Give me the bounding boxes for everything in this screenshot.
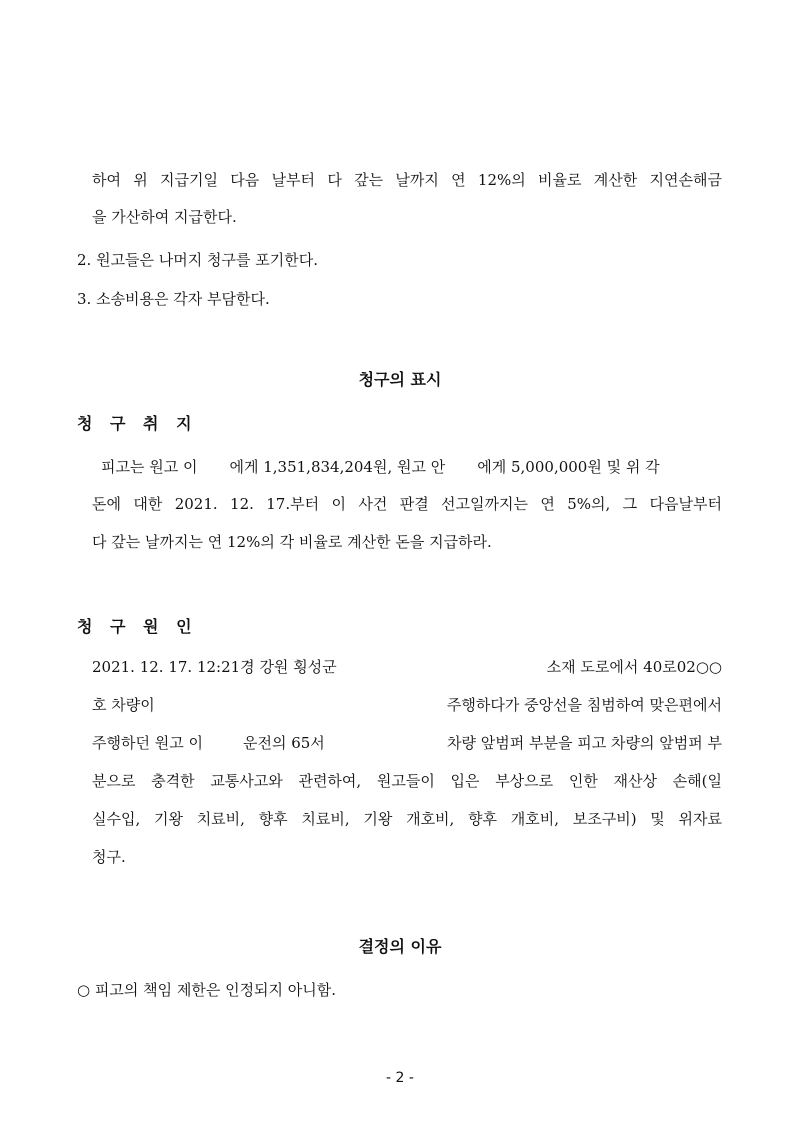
claim-cause-line-3c: 차량 앞범퍼 부분을 피고 차량의 앞범퍼 부 (447, 734, 722, 752)
claim-cause-line-1a: 2021. 12. 17. 12:21경 강원 횡성군 (92, 658, 337, 676)
order-item-3: 3. 소송비용은 각자 부담한다. (77, 290, 270, 308)
claim-purpose-line-3: 다 갚는 날까지는 연 12%의 각 비율로 계산한 돈을 지급하라. (92, 533, 492, 551)
continuation-line-1: 하여 위 지급기일 다음 날부터 다 갚는 날까지 연 12%의 비율로 계산한 지연손해금 (92, 171, 722, 189)
claim-cause-line-3 (92, 733, 722, 753)
claim-cause-line-2b: 주행하다가 중앙선을 침범하여 맞은편에서 (446, 696, 722, 714)
claim-section-title: 청구의 표시 (358, 370, 442, 389)
claim-purpose-line-1c: 에게 5,000,000원 및 위 각 (477, 458, 660, 476)
claim-cause-line-2 (92, 695, 722, 715)
claim-cause-line-1 (92, 657, 722, 677)
order-item-2: 2. 원고들은 나머지 청구를 포기한다. (77, 251, 319, 269)
page-number: - 2 - (386, 1070, 414, 1086)
claim-cause-line-6: 청구. (92, 848, 126, 866)
claim-purpose-heading: 청 구 취 지 (77, 414, 198, 433)
claim-cause-heading: 청 구 원 인 (77, 617, 198, 636)
claim-cause-line-3b: 운전의 65서 (242, 734, 325, 752)
reason-section-title: 결정의 이유 (358, 937, 442, 956)
claim-purpose-line-1a: 피고는 원고 이 (101, 458, 198, 476)
continuation-line-2: 을 가산하여 지급한다. (92, 208, 237, 226)
claim-cause-line-2a: 호 차량이 (92, 696, 155, 714)
claim-cause-line-1b: 소재 도로에서 40로02○○ (546, 658, 722, 676)
claim-purpose-line-1b: 에게 1,351,834,204원, 원고 안 (229, 458, 446, 476)
claim-cause-line-3a: 주행하던 원고 이 (92, 734, 203, 752)
reason-item-1: ○ 피고의 책임 제한은 인정되지 아니함. (77, 981, 337, 999)
claim-purpose-line-2: 돈에 대한 2021. 12. 17.부터 이 사건 판결 선고일까지는 연 5%의, 그 다음날부터 (92, 495, 722, 513)
claim-cause-line-5: 실수입, 기왕 치료비, 향후 치료비, 기왕 개호비, 향후 개호비, 보조구비) 및 위자료 (92, 810, 722, 828)
claim-cause-line-4: 분으로 충격한 교통사고와 관련하여, 원고들이 입은 부상으로 인한 재산상 손해(일 (92, 772, 722, 790)
claim-purpose-line-1 (101, 457, 722, 477)
